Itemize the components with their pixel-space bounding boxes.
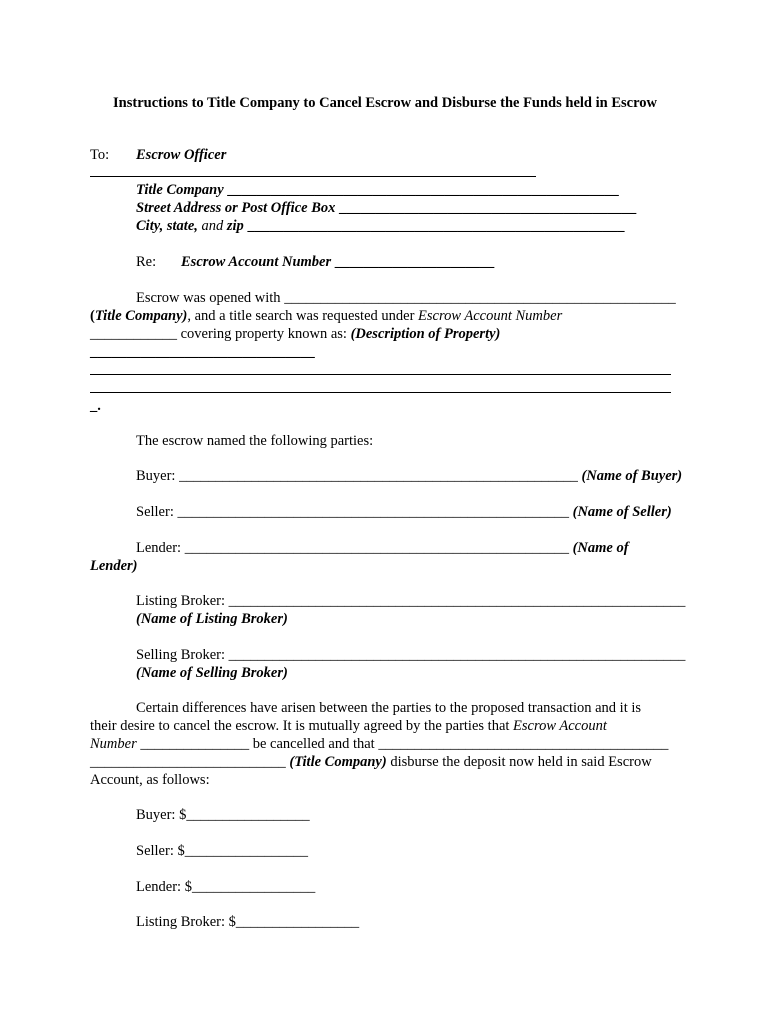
- listing-broker-amount: Listing Broker: $_________________: [136, 914, 360, 930]
- selling-broker-row: [136, 646, 685, 664]
- number-ital: Number: [90, 736, 137, 752]
- description-of-property: (Description of Property): [350, 326, 501, 342]
- differences-line2: [90, 717, 607, 735]
- document-title: Instructions to Title Company to Cancel Escrow and Disburse the Funds held in Escrow: [113, 95, 657, 111]
- street-blank: _________________________________________: [339, 200, 637, 216]
- differences-line4: [90, 753, 652, 771]
- lender-label: Lender:: [136, 540, 182, 556]
- seller-name-hint: (Name of Seller): [572, 504, 672, 520]
- selling-broker-label: Selling Broker:: [136, 647, 226, 663]
- escrow-opened-line1: [136, 289, 676, 307]
- city-blank: ____________________________________________________: [247, 218, 625, 234]
- escrow-account-label: Escrow Account Number: [181, 254, 332, 270]
- re-row: [181, 253, 494, 271]
- title-company-label: Title Company: [136, 182, 224, 198]
- that-blank: ________________________________________: [378, 736, 669, 752]
- covering-text: covering property known as:: [180, 326, 347, 342]
- seller-amount: Seller: $_________________: [136, 843, 308, 859]
- zip-label: zip: [226, 218, 244, 234]
- listing-broker-name-hint: (Name of Listing Broker): [136, 611, 288, 627]
- title-company-ref: Title Company): [94, 308, 188, 324]
- lender-blank: _____________________________________________________: [184, 540, 569, 556]
- account-blank: ____________: [90, 326, 177, 342]
- escrow-opened-line3: [90, 325, 500, 343]
- title-search-text: , and a title search was requested under: [187, 308, 415, 324]
- escrow-opened-blank: ______________________________________________________: [284, 290, 676, 306]
- selling-broker-name-hint: (Name of Selling Broker): [136, 665, 288, 681]
- buyer-amount: Buyer: $_________________: [136, 807, 310, 823]
- disburse-text: disburse the deposit now held in said Escrow: [390, 754, 652, 770]
- cancelled-text: _______________ be cancelled and that: [140, 736, 375, 752]
- lender-row: [136, 539, 629, 557]
- differences-line3: [90, 735, 668, 753]
- street-label: Street Address or Post Office Box: [136, 200, 336, 216]
- escrow-officer-line: [90, 176, 536, 177]
- buyer-blank: _______________________________________________________: [179, 468, 578, 484]
- city-label: City, state,: [136, 218, 198, 234]
- lender-name-hint: (Name of: [572, 540, 629, 556]
- seller-row: [136, 503, 672, 521]
- listing-broker-row: [136, 592, 685, 610]
- differences-line5: Account, as follows:: [90, 772, 210, 788]
- lender-amount: Lender: $_________________: [136, 879, 316, 895]
- escrow-account-blank: ______________________: [334, 254, 495, 270]
- re-label: Re:: [136, 254, 157, 270]
- selling-broker-blank: _______________________________________________________________: [228, 647, 686, 663]
- property-line-2: [90, 392, 671, 393]
- title-company-ref-2: (Title Company): [289, 754, 387, 770]
- escrow-opened-prefix: Escrow was opened with: [136, 290, 281, 306]
- property-blank: _______________________________: [90, 344, 315, 360]
- differences-line1: Certain differences have arisen between the parties to the proposed transaction and it is: [136, 700, 642, 716]
- city-and-label: and: [201, 218, 224, 234]
- title-company-blank: ______________________________________________________: [227, 182, 619, 198]
- buyer-label: Buyer:: [136, 468, 176, 484]
- seller-label: Seller:: [136, 504, 174, 520]
- property-line-1: [90, 374, 671, 375]
- parties-intro: The escrow named the following parties:: [136, 433, 374, 449]
- escrow-account-ital: Escrow Account: [513, 718, 607, 734]
- to-label: To:: [90, 147, 110, 163]
- buyer-name-hint: (Name of Buyer): [581, 468, 683, 484]
- open-paren: (: [90, 308, 95, 324]
- escrow-account-ref: Escrow Account Number: [418, 308, 563, 324]
- escrow-opened-line2: [90, 307, 562, 325]
- buyer-row: [136, 467, 682, 485]
- title-company-blank-2: ___________________________: [90, 754, 286, 770]
- lender-name-hint-cont: Lender): [90, 558, 138, 574]
- city-row: [136, 217, 624, 235]
- street-row: [136, 199, 636, 217]
- listing-broker-blank: _______________________________________________________________: [228, 593, 686, 609]
- title-company-row: [136, 181, 619, 199]
- property-end: _.: [90, 398, 101, 414]
- differences-line2-text: their desire to cancel the escrow. It is mutually agreed by the parties that: [90, 718, 510, 734]
- escrow-officer-label: Escrow Officer: [136, 147, 227, 163]
- listing-broker-label: Listing Broker:: [136, 593, 226, 609]
- seller-blank: ______________________________________________________: [177, 504, 569, 520]
